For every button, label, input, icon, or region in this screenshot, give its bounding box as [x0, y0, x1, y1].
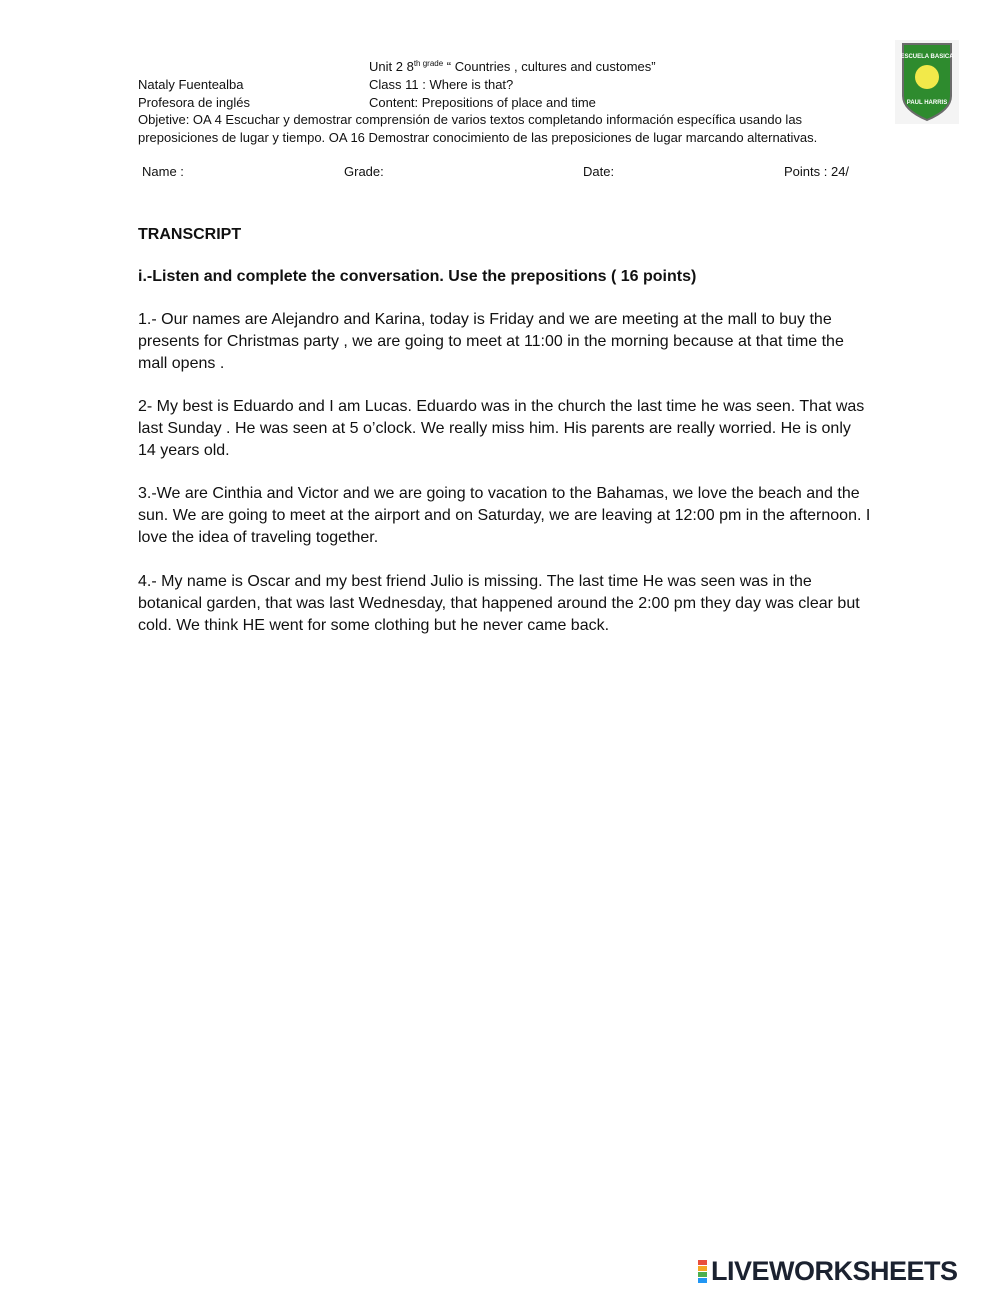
grade-label: Grade: — [344, 164, 384, 179]
brand-name: LIVEWORKSHEETS — [711, 1256, 958, 1286]
unit-line — [369, 58, 656, 76]
paragraph-4: 4.- My name is Oscar and my best friend Julio is missing. The last time He was seen was in the botanical garden, that was last Wednesday, that happened around the 2:00 pm they day was clear but cold. We think HE went for some clothing but he never came back. — [138, 573, 860, 634]
brand-block — [698, 1272, 707, 1277]
paragraph-1: 1.- Our names are Alejandro and Karina, today is Friday and we are meeting at the mall to buy the presents for Christmas party , we are going to meet at 11:00 in the morning because at that time the mall opens . — [138, 311, 844, 372]
instruction-text: i.-Listen and complete the conversation. Use the prepositions ( 16 points) — [138, 268, 697, 285]
content-line: Content: Prepositions of place and time — [369, 95, 596, 110]
paragraph-3: 3.-We are Cinthia and Victor and we are going to vacation to the Bahamas, we love the beach and the sun. We are going to meet at the airport and on Saturday, we are leaving at 12:00 pm in the afternoon. I love the idea of traveling together. — [138, 485, 871, 546]
school-logo — [895, 40, 959, 124]
name-label: Name : — [142, 164, 184, 179]
transcript-title: TRANSCRIPT — [138, 226, 242, 243]
logo-bottom-text: PAUL HARRIS — [906, 100, 948, 106]
liveworksheets-brand — [698, 1256, 958, 1286]
brand-block — [698, 1278, 707, 1283]
teacher-name: Nataly Fuentealba — [138, 77, 244, 92]
logo-emblem — [915, 65, 939, 89]
logo-top-text: ESCUELA BASICA — [900, 54, 954, 60]
unit-superscript: th grade — [413, 59, 444, 68]
unit-prefix: Unit 2 8 — [369, 59, 414, 74]
date-label: Date: — [583, 164, 615, 179]
unit-suffix: “ Countries , cultures and customes” — [443, 59, 656, 74]
paragraph-2: 2- My best is Eduardo and I am Lucas. Eduardo was in the church the last time he was seen. That was last Sunday . He was seen at 5 o’clock. We really miss him. His parents are really worried. He is only 14 years old. — [138, 398, 865, 459]
teacher-role: Profesora de inglés — [138, 95, 251, 110]
brand-color-blocks — [698, 1260, 707, 1283]
brand-block — [698, 1266, 707, 1271]
class-title: Class 11 : Where is that? — [369, 77, 514, 92]
brand-block — [698, 1260, 707, 1265]
points-label: Points : 24/ — [784, 164, 850, 179]
objective-text: Objetive: OA 4 Escuchar y demostrar comprensión de varios textos completando información específica usando las preposiciones de lugar y tiempo. OA 16 Demostrar conocimiento de las preposiciones de lugar marcando alternativas. — [138, 112, 818, 145]
